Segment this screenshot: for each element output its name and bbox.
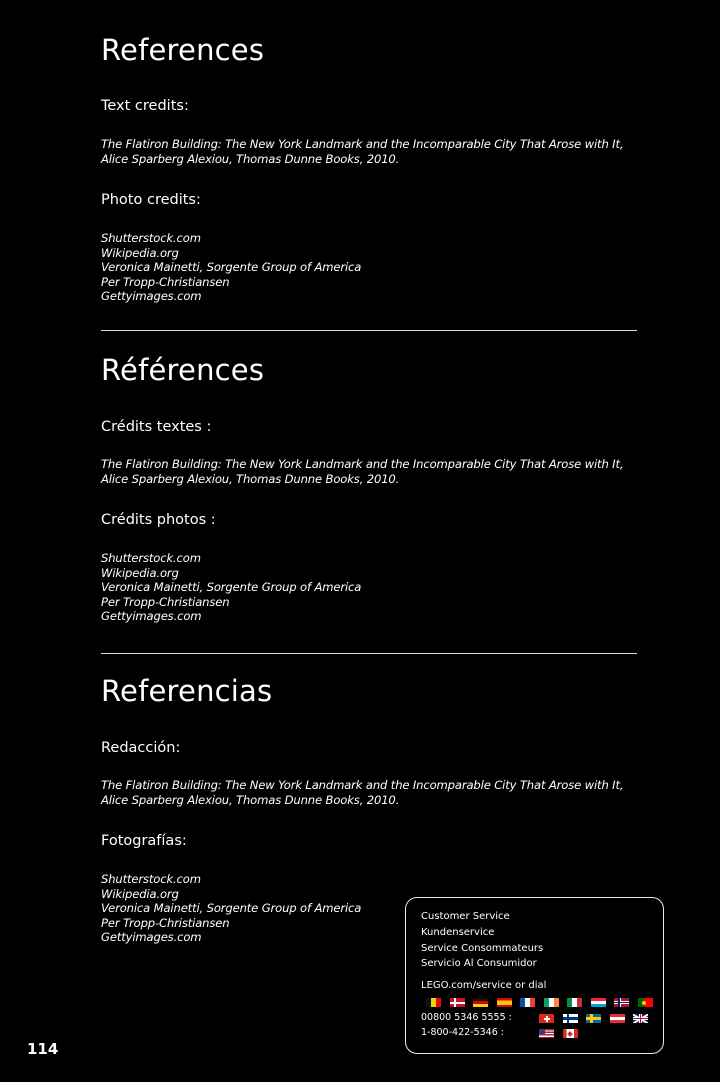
photo-credit-line: Per Tropp-Christiansen bbox=[101, 915, 230, 930]
text-credits-label: Redacción: bbox=[101, 740, 181, 756]
sweden-flag bbox=[586, 1014, 601, 1023]
page-number: 114 bbox=[27, 1040, 59, 1058]
text-credits bbox=[101, 457, 623, 486]
section-english bbox=[101, 33, 637, 303]
flag-row-europe-2 bbox=[539, 1014, 657, 1023]
text-credit-line: The Flatiron Building: The New York Landmark and the Incomparable City That Arose with It, bbox=[101, 137, 624, 151]
photo-credit-line: Gettyimages.com bbox=[101, 289, 202, 303]
text-credit-line: The Flatiron Building: The New York Landmark and the Incomparable City That Arose with It, bbox=[101, 778, 624, 792]
section-heading: Referencias bbox=[101, 674, 273, 708]
photo-credits-label: Photo credits: bbox=[101, 192, 201, 208]
flag-row-europe-1 bbox=[426, 998, 661, 1007]
flag-row-north-america bbox=[539, 1029, 586, 1038]
photo-credit-line: Wikipedia.org bbox=[101, 245, 179, 260]
switzerland-flag bbox=[539, 1014, 554, 1023]
photo-credits bbox=[101, 231, 361, 304]
france-flag bbox=[520, 998, 535, 1007]
spain-flag bbox=[497, 998, 512, 1007]
photo-credit-line: Shutterstock.com bbox=[101, 551, 201, 565]
germany-flag bbox=[473, 998, 488, 1007]
text-credits bbox=[101, 137, 623, 166]
phone-north-america: 1-800-422-5346 : bbox=[421, 1027, 504, 1038]
customer-service-line: Service Consommateurs bbox=[421, 943, 544, 954]
photo-credit-line: Per Tropp-Christiansen bbox=[101, 274, 230, 289]
customer-service-line: Servicio Al Consumidor bbox=[421, 958, 537, 969]
belgium-flag bbox=[426, 998, 441, 1007]
text-credit-line: Alice Sparberg Alexiou, Thomas Dunne Books, 2010. bbox=[101, 471, 400, 486]
ireland-flag bbox=[544, 998, 559, 1007]
customer-service-line: Customer Service bbox=[421, 911, 510, 922]
finland-flag bbox=[563, 1014, 578, 1023]
photo-credit-line: Per Tropp-Christiansen bbox=[101, 594, 230, 609]
customer-service-box bbox=[405, 897, 664, 1054]
austria-flag bbox=[610, 1014, 625, 1023]
photo-credit-line: Wikipedia.org bbox=[101, 565, 179, 580]
uk-flag bbox=[633, 1014, 648, 1023]
photo-credit-line: Shutterstock.com bbox=[101, 872, 201, 886]
photo-credits-label: Crédits photos : bbox=[101, 512, 216, 528]
customer-service-line: Kundenservice bbox=[421, 927, 495, 938]
section-divider bbox=[101, 330, 637, 331]
photo-credit-line: Gettyimages.com bbox=[101, 930, 202, 944]
photo-credit-line: Gettyimages.com bbox=[101, 609, 202, 623]
portugal-flag bbox=[638, 998, 653, 1007]
phone-europe: 00800 5346 5555 : bbox=[421, 1012, 512, 1023]
italy-flag bbox=[567, 998, 582, 1007]
luxembourg-flag bbox=[591, 998, 606, 1007]
service-url: LEGO.com/service or dial bbox=[421, 980, 547, 991]
photo-credit-line: Wikipedia.org bbox=[101, 886, 179, 901]
text-credits-label: Text credits: bbox=[101, 98, 189, 114]
section-divider bbox=[101, 653, 637, 654]
photo-credit-line: Shutterstock.com bbox=[101, 231, 201, 245]
canada-flag bbox=[563, 1029, 578, 1038]
usa-flag bbox=[539, 1029, 554, 1038]
photo-credits-label: Fotografías: bbox=[101, 833, 187, 849]
text-credits-label: Crédits textes : bbox=[101, 419, 212, 435]
text-credit-line: Alice Sparberg Alexiou, Thomas Dunne Books, 2010. bbox=[101, 151, 400, 166]
text-credit-line: Alice Sparberg Alexiou, Thomas Dunne Books, 2010. bbox=[101, 792, 400, 807]
text-credit-line: The Flatiron Building: The New York Landmark and the Incomparable City That Arose with It, bbox=[101, 457, 624, 471]
text-credits bbox=[101, 778, 623, 807]
photo-credits bbox=[101, 872, 361, 945]
photo-credit-line: Veronica Mainetti, Sorgente Group of America bbox=[101, 901, 362, 915]
section-french bbox=[101, 353, 637, 623]
section-heading: References bbox=[101, 33, 265, 67]
denmark-flag bbox=[450, 998, 465, 1007]
section-heading: Références bbox=[101, 353, 265, 387]
photo-credit-line: Veronica Mainetti, Sorgente Group of America bbox=[101, 580, 362, 594]
photo-credits bbox=[101, 551, 361, 624]
photo-credit-line: Veronica Mainetti, Sorgente Group of America bbox=[101, 260, 362, 274]
norway-flag bbox=[614, 998, 629, 1007]
